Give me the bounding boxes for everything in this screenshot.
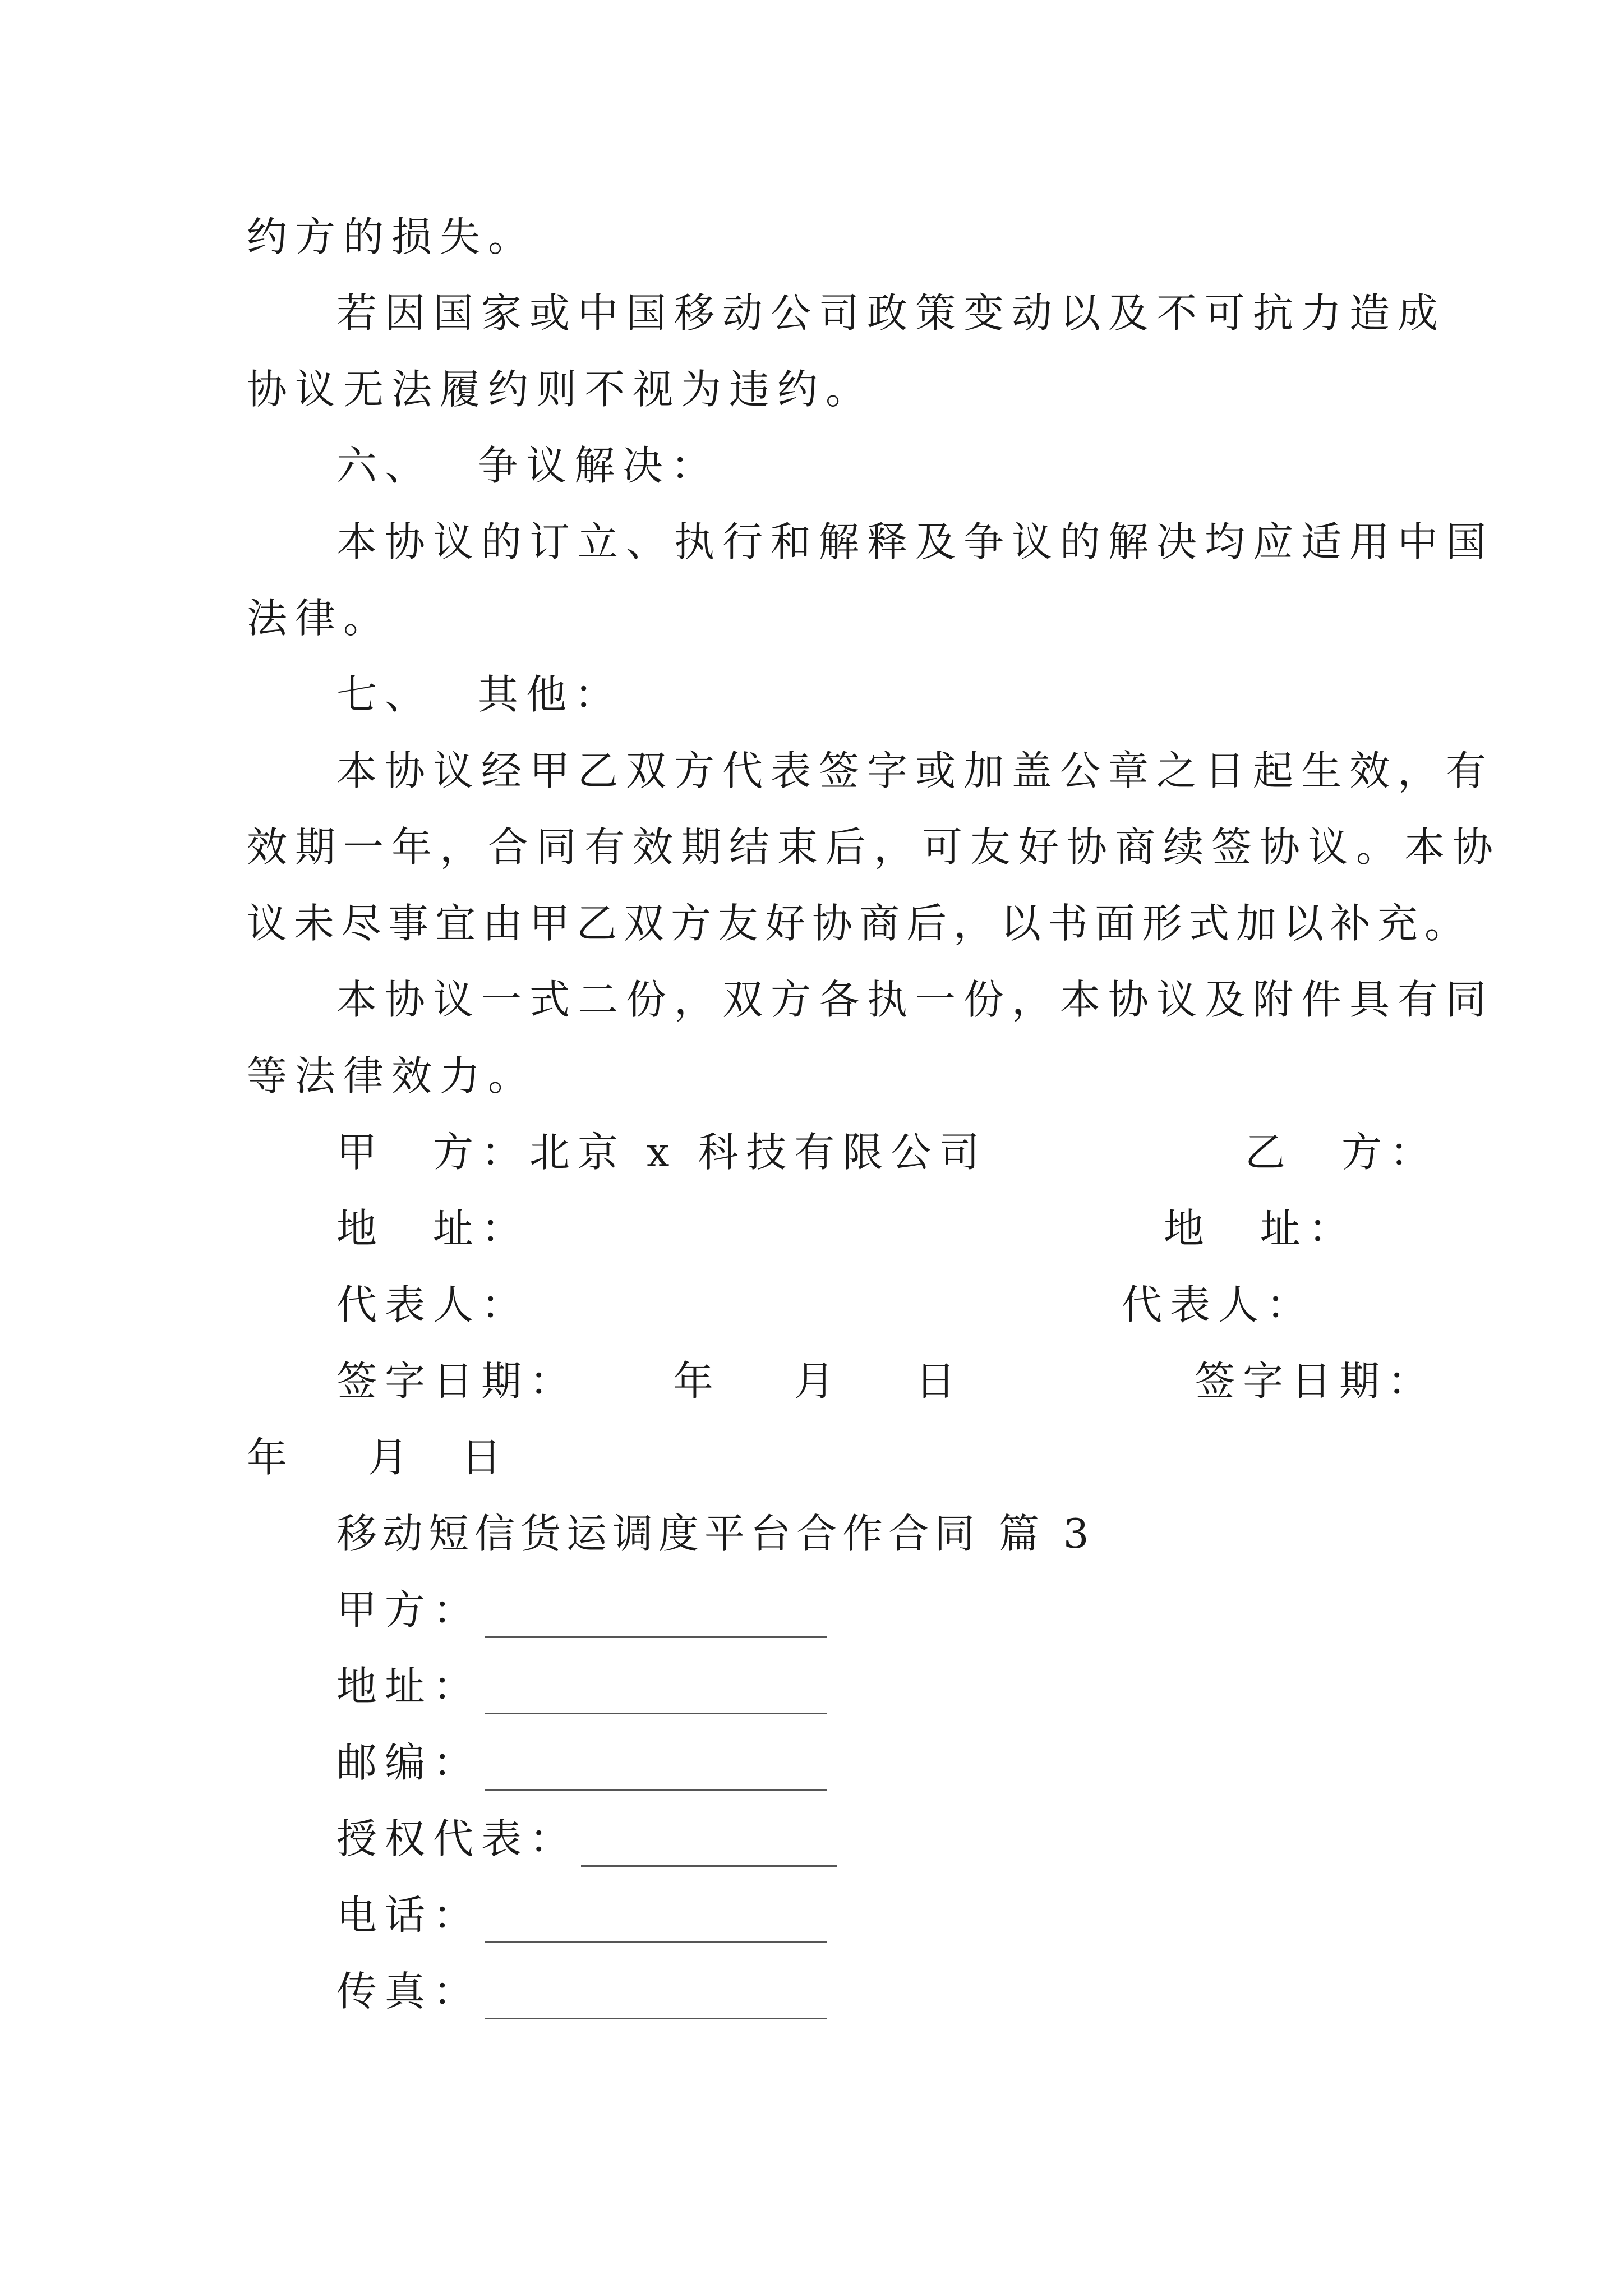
representative-a-label: 代表人： xyxy=(336,1281,530,1328)
fill-blank xyxy=(485,1978,827,2019)
field-label: 地址： xyxy=(336,1663,482,1710)
section-number: 六、 xyxy=(336,442,434,489)
paragraph-line: 本协议经甲乙双方代表签字或加盖公章之日起生效，有 xyxy=(336,747,1495,794)
section-title: 其他： xyxy=(478,671,623,718)
sign-date-a-label: 签字日期： xyxy=(336,1358,578,1405)
year-label: 年 xyxy=(247,1434,296,1481)
sign-date-a xyxy=(336,1353,963,1409)
fill-blank xyxy=(485,1597,827,1638)
month-label: 月 xyxy=(368,1434,417,1481)
field-postcode xyxy=(336,1734,827,1791)
field-address xyxy=(336,1658,827,1714)
address-a-label: 地 址： xyxy=(336,1205,530,1252)
paragraph-line: 本协议一式二份，双方各执一份，本协议及附件具有同 xyxy=(336,976,1495,1023)
day-label: 日 xyxy=(915,1358,964,1405)
party-b-label: 乙 方： xyxy=(1245,1129,1438,1176)
party-a-label: 甲 方： xyxy=(336,1129,530,1176)
field-label: 邮编： xyxy=(336,1739,482,1786)
fill-blank xyxy=(581,1826,837,1867)
party-a-line xyxy=(336,1124,987,1180)
field-label: 传真： xyxy=(336,1968,482,2015)
field-label: 授权代表： xyxy=(336,1815,578,1862)
paragraph-line: 协议无法履约则不视为违约。 xyxy=(247,366,874,413)
paragraph-line: 若因国家或中国移动公司政策变动以及不可抗力造成 xyxy=(336,289,1446,337)
year-label: 年 xyxy=(673,1358,722,1405)
paragraph-line: 约方的损失。 xyxy=(247,213,537,260)
day-label: 日 xyxy=(461,1434,510,1481)
sign-date-b-label: 签字日期： xyxy=(1195,1358,1436,1405)
fill-blank xyxy=(485,1902,827,1943)
section-heading-7 xyxy=(336,666,623,723)
field-authorized-rep xyxy=(336,1811,837,1867)
party-a-name: 北京 x 科技有限公司 xyxy=(529,1129,988,1176)
month-label: 月 xyxy=(794,1358,843,1405)
field-label: 电话： xyxy=(336,1892,482,1939)
section-title: 争议解决： xyxy=(478,442,720,489)
fill-blank xyxy=(485,1750,827,1791)
field-fax xyxy=(336,1963,827,2019)
paragraph-line: 等法律效力。 xyxy=(247,1052,537,1099)
section-heading-6 xyxy=(336,438,719,494)
sign-date-b-values xyxy=(247,1429,509,1485)
field-label: 甲方： xyxy=(336,1586,482,1634)
fill-blank xyxy=(485,1673,827,1714)
contract-title: 移动短信货运调度平台合作合同 篇 3 xyxy=(336,1510,1095,1557)
paragraph-line: 本协议的订立、执行和解释及争议的解决均应适用中国 xyxy=(336,518,1495,565)
field-party-a xyxy=(336,1582,827,1638)
address-b-label: 地 址： xyxy=(1164,1205,1357,1252)
representative-b-label: 代表人： xyxy=(1122,1281,1315,1328)
section-number: 七、 xyxy=(336,671,434,718)
paragraph-line: 效期一年，合同有效期结束后，可友好协商续签协议。本协 xyxy=(247,823,1501,871)
field-phone xyxy=(336,1887,827,1943)
paragraph-line: 法律。 xyxy=(247,595,392,642)
paragraph-line: 议未尽事宜由甲乙双方友好协商后，以书面形式加以补充。 xyxy=(247,900,1472,947)
